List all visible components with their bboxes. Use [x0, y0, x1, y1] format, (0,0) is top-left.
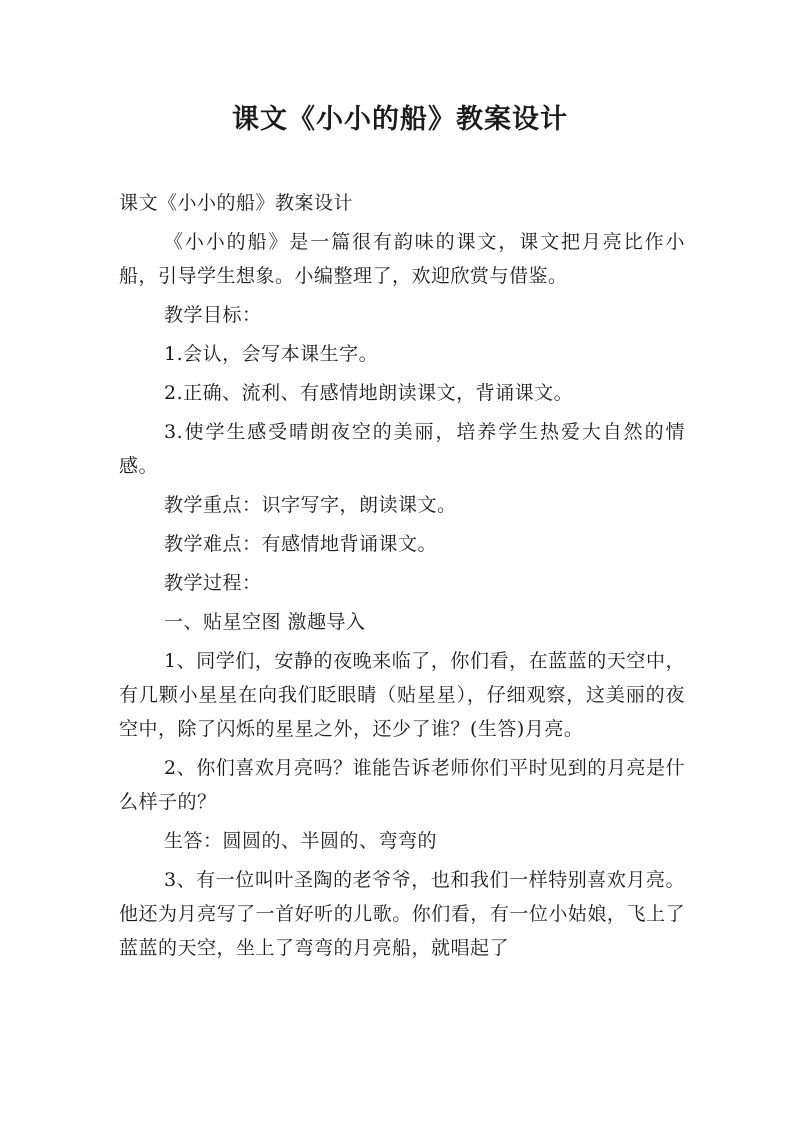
paragraph-step-3: 3、有一位叫叶圣陶的老爷爷，也和我们一样特别喜欢月亮。他还为月亮写了一首好听的儿歌。你们看，有一位小姑娘，飞上了蓝蓝的天空，坐上了弯弯的月亮船，就唱起了: [119, 869, 685, 959]
paragraph-step-2: 2、你们喜欢月亮吗？谁能告诉老师你们平时见到的月亮是什么样子的？: [119, 757, 685, 813]
paragraph-section-1-heading: 一、贴星空图 激趣导入: [164, 611, 366, 633]
paragraph-goal-1: 1.会认，会写本课生字。: [164, 343, 379, 365]
paragraph-intro: 《小小的船》是一篇很有韵味的课文，课文把月亮比作小船，引导学生想象。小编整理了，欢迎欣赏与借鉴。: [119, 231, 685, 287]
paragraph-process-heading: 教学过程：: [164, 572, 262, 594]
paragraph-subtitle: 课文《小小的船》教案设计: [119, 192, 354, 214]
document-body: [119, 186, 685, 965]
paragraph-goal-2: 2.正确、流利、有感情地朗读课文，背诵课文。: [164, 382, 574, 404]
paragraph-goals-heading: 教学目标：: [164, 304, 262, 326]
paragraph-difficulties: 教学难点：有感情地背诵课文。: [164, 533, 438, 555]
paragraph-step-1: 1、同学们，安静的夜晚来临了，你们看，在蓝蓝的天空中，有几颗小星星在向我们眨眼睛（贴星星），仔细观察，这美丽的夜空中，除了闪烁的星星之外，还少了谁？(生答)月亮。: [119, 650, 685, 740]
paragraph-key-points: 教学重点：识字写字，朗读课文。: [164, 494, 457, 516]
paragraph-goal-3: 3.使学生感受晴朗夜空的美丽，培养学生热爱大自然的情感。: [119, 421, 685, 477]
document-title: 课文《小小的船》教案设计: [232, 104, 568, 135]
paragraph-student-answer: 生答：圆圆的、半圆的、弯弯的: [164, 830, 438, 852]
